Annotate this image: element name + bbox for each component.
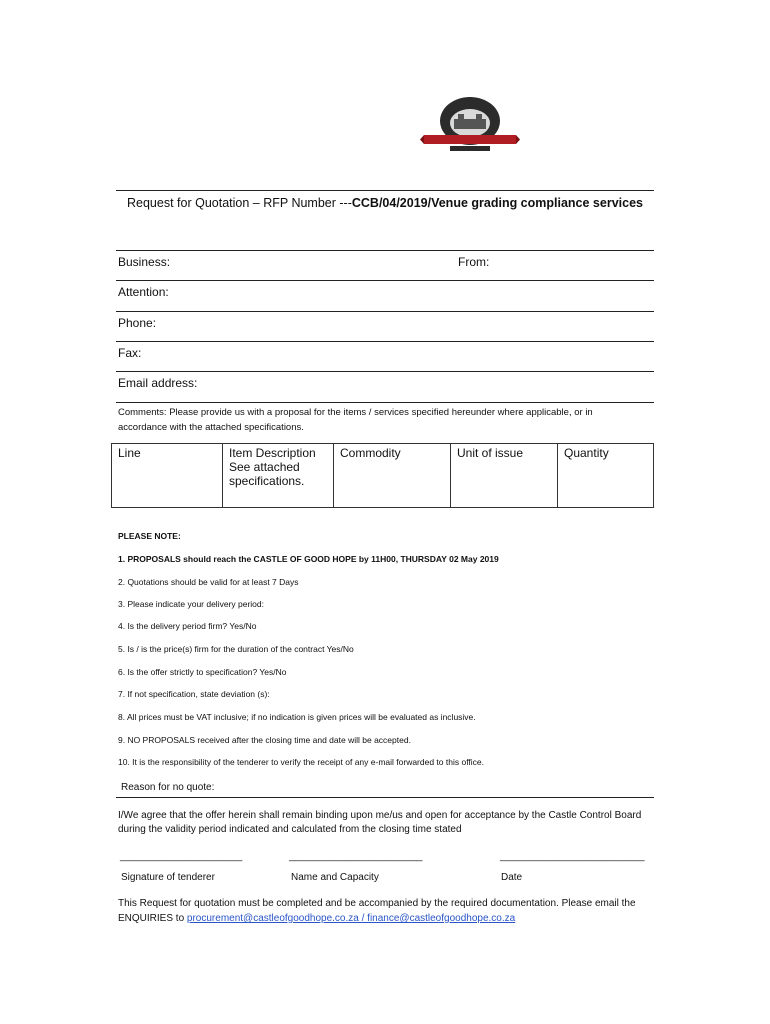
col-unit-of-issue: Unit of issue [451,444,558,508]
col-item-description [223,444,334,508]
rule-phone [116,341,654,342]
attention-label: Attention: [118,285,169,299]
comments-text: Comments: Please provide us with a proposal for the items / services specified hereunder where applicable, or in accordance with the attached specifications. [118,407,593,433]
rfp-number: CCB/04/2019/Venue grading compliance services [351,196,643,210]
signature-line: ______________________ [120,851,243,862]
note-2: 2. Quotations should be valid for at least 7 Days [118,577,299,587]
footer-text [118,896,648,926]
note-10: 10. It is the responsibility of the tenderer to verify the receipt of any e-mail forwarded to this office. [118,757,484,767]
note-4: 4. Is the delivery period firm? Yes/No [118,621,257,631]
rule-top [116,190,654,191]
rule-business-top [116,250,654,251]
header-item-description: Item Description [229,446,316,460]
name-line: ________________________ [289,851,423,862]
fax-label: Fax: [118,346,142,360]
rule-email [116,402,654,403]
col-commodity: Commodity [334,444,451,508]
castle-logo [420,95,520,157]
footer-instructions: This Request for quotation must be completed and be accompanied by the required documentation. Please email the ENQUIRIES to [118,898,636,924]
name-capacity-label: Name and Capacity [291,872,379,883]
rule-business [116,280,654,281]
desc-line2: specifications. [229,474,305,488]
note-1: 1. PROPOSALS should reach the CASTLE OF GOOD HOPE by 11H00, THURSDAY 02 May 2019 [118,554,499,564]
items-table [111,443,654,508]
title-prefix: Request for Quotation – RFP Number --- [127,196,352,210]
note-9: 9. NO PROPOSALS received after the closing time and date will be accepted. [118,735,411,745]
email-label: Email address: [118,376,198,390]
rule-fax [116,371,654,372]
agreement-text: I/We agree that the offer herein shall remain binding upon me/us and open for acceptance by the Castle Control Board during the validity period indicated and calculated from the closing time stated [118,810,642,835]
notes-heading: PLEASE NOTE: [118,531,181,541]
note-7: 7. If not specification, state deviation (s): [118,689,270,699]
from-label: From: [458,255,490,269]
rule-reason [116,797,654,798]
business-label: Business: [118,255,171,269]
note-3: 3. Please indicate your delivery period: [118,599,264,609]
signature-label: Signature of tenderer [121,872,215,883]
reason-label: Reason for no quote: [121,782,215,793]
date-line: __________________________ [500,851,645,862]
rule-attention [116,311,654,312]
email-link[interactable]: procurement@castleofgoodhope.co.za / finance@castleofgoodhope.co.za [186,913,516,924]
note-8: 8. All prices must be VAT inclusive; if no indication is given prices will be evaluated as inclusive. [118,712,476,722]
date-label: Date [501,872,523,883]
table-row [112,444,654,508]
phone-label: Phone: [118,316,157,330]
document-title [116,196,654,210]
desc-line1: See attached [229,460,300,474]
note-5: 5. Is / is the price(s) firm for the duration of the contract Yes/No [118,644,354,654]
note-6: 6. Is the offer strictly to specification? Yes/No [118,667,287,677]
col-quantity: Quantity [558,444,654,508]
col-line: Line [112,444,223,508]
